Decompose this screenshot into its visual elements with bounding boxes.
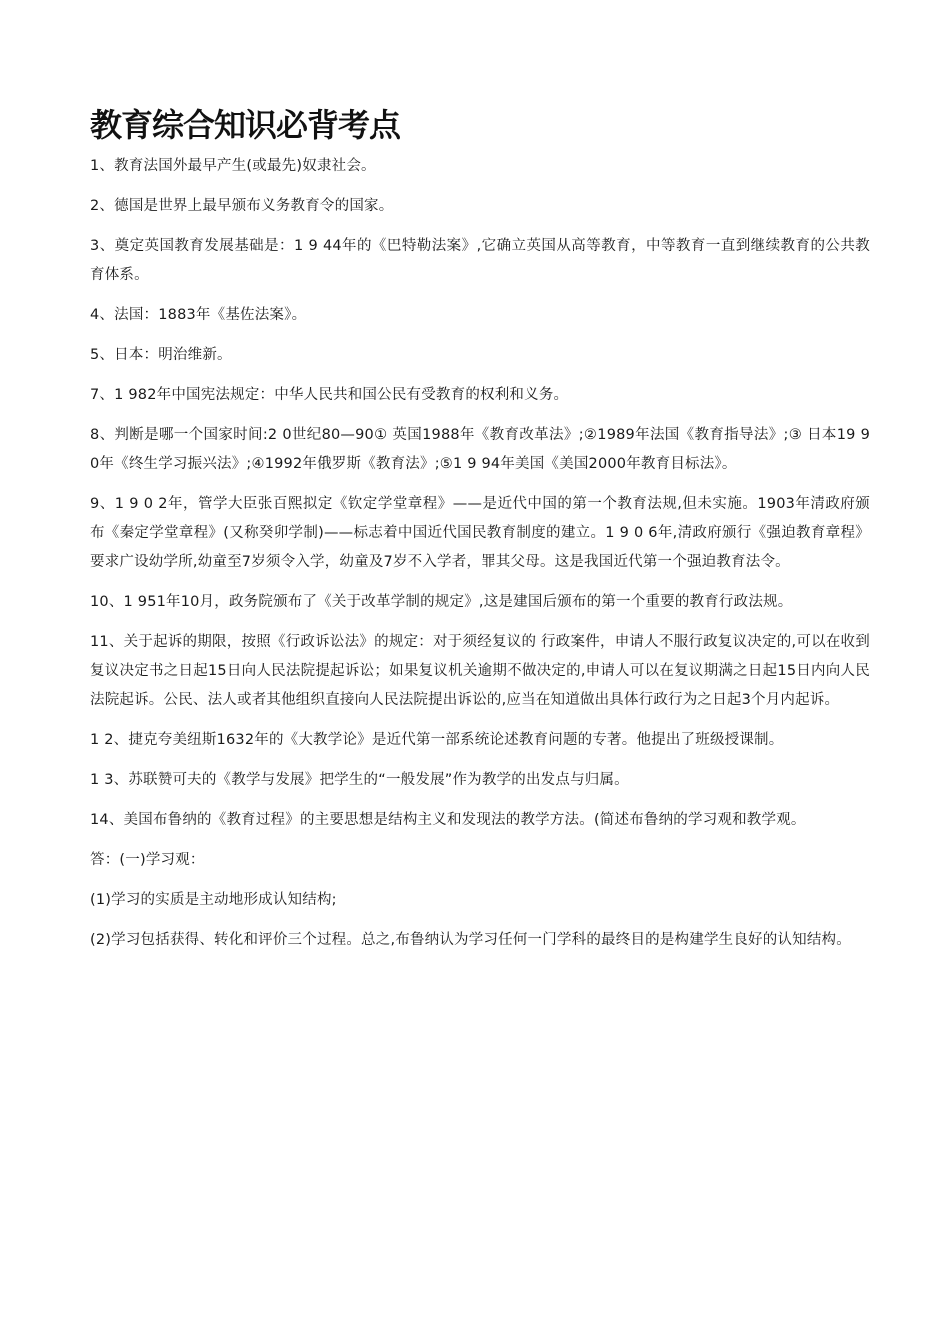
answer-heading: 答：(一)学习观：: [90, 852, 205, 868]
paragraph-12: 1 2、捷克夸美纽斯1632年的《大教学论》是近代第一部系统论述教育问题的专著。他提出了班级授课制。: [90, 732, 784, 748]
answer-point-2: (2)学习包括获得、转化和评价三个过程。总之,布鲁纳认为学习任何一门学科的最终目的是构建学生良好的认知结构。: [90, 932, 851, 948]
answer-point-1: (1)学习的实质是主动地形成认知结构;: [90, 892, 337, 908]
paragraph-8: 8、判断是哪一个国家时间:2 0世纪80—90① 英国1988年《教育改革法》;②1989年法国《教育指导法》;③ 日本19 9 0年《终生学习振兴法》;④1992年俄罗斯《教育法》;⑤1 9 94年美国《美国2000年教育目标法》。: [90, 427, 870, 472]
document-page: [90, 104, 870, 966]
paragraph-11: 11、关于起诉的期限，按照《行政诉讼法》的规定：对于须经复议的 行政案件，申请人不服行政复议决定的,可以在收到复议决定书之日起15日向人民法院提起诉讼；如果复议机关逾期不做决定的,申请人可以在复议期满之日起15日内向人民法院起诉。公民、法人或者其他组织直接向人民法院提出诉讼的,应当在知道做出具体行政行为之日起3个月内起诉。: [90, 634, 870, 708]
paragraph-7: 7、1 982年中国宪法规定：中华人民共和国公民有受教育的权利和义务。: [90, 387, 569, 403]
paragraph-10: 10、1 951年10月，政务院颁布了《关于改革学制的规定》,这是建国后颁布的第一个重要的教育行政法规。: [90, 594, 793, 610]
paragraph-4: 4、法国：1883年《基佐法案》。: [90, 307, 307, 323]
paragraph-3: 3、奠定英国教育发展基础是：1 9 44年的《巴特勒法案》,它确立英国从高等教育，中等教育一直到继续教育的公共教育体系。: [90, 238, 870, 283]
paragraph-9: 9、1 9 0 2年，管学大臣张百熙拟定《钦定学堂章程》——是近代中国的第一个教育法规,但未实施。1903年清政府颁布《秦定学堂章程》(又称癸卯学制)——标志着中国近代国民教育制度的建立。1 9 0 6年,清政府颁行《强迫教育章程》要求广设幼学所,幼童至7岁须令入学，幼童及7岁不入学者，罪其父母。这是我国近代第一个强迫教育法令。: [90, 496, 870, 570]
document-title: 教育综合知识必背考点: [90, 106, 401, 144]
paragraph-14: 14、美国布鲁纳的《教育过程》的主要思想是结构主义和发现法的教学方法。(简述布鲁纳的学习观和教学观。: [90, 812, 806, 828]
paragraph-5: 5、日本：明治维新。: [90, 347, 232, 363]
paragraph-1: 1、教育法国外最早产生(或最先)奴隶社会。: [90, 158, 376, 174]
paragraph-13: 1 3、苏联赞可夫的《教学与发展》把学生的“一般发展”作为教学的出发点与归属。: [90, 772, 629, 788]
paragraph-2: 2、德国是世界上最早颁布义务教育令的国家。: [90, 198, 394, 214]
